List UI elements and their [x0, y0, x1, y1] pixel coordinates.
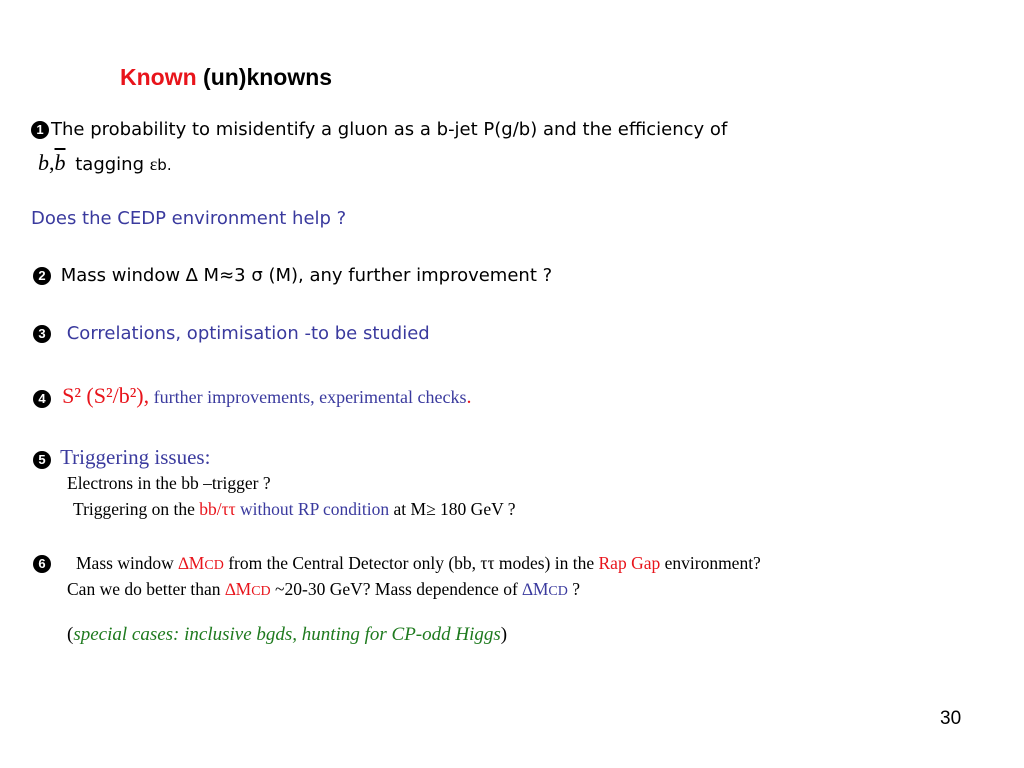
item-6-l2-cd2: CD	[548, 584, 568, 599]
item-4-rest: further improvements, experimental checks	[149, 387, 467, 407]
epsilon-symbol: ε	[149, 154, 158, 174]
bullet-4-icon: 4	[33, 390, 51, 408]
item-6-l1-a: Mass window	[76, 553, 179, 573]
item-6-l2-dm: ∆M	[224, 579, 252, 599]
item-3	[33, 323, 430, 344]
item-6-l2-b: ~20-30 GeV? Mass dependence of	[270, 579, 523, 599]
item-6-l1-c: environment?	[660, 553, 761, 573]
b-bar-symbol: $\overline{b}$	[54, 150, 66, 175]
item-1-line2	[38, 150, 172, 176]
item-6-line2	[67, 579, 580, 600]
bullet-1-icon: 1	[31, 121, 49, 139]
item-5-title: Triggering issues:	[60, 445, 211, 469]
bullet-6-icon: 6	[33, 555, 51, 573]
item-6-l1-cd: CD	[204, 558, 224, 573]
special-cases	[67, 624, 507, 646]
item-1	[31, 119, 727, 140]
item-1-line1: The probability to misidentify a gluon as a b-jet P(g/b) and the efficiency of	[51, 119, 728, 140]
item-5-line2-a: Triggering on the	[73, 499, 200, 519]
item-4	[33, 383, 472, 409]
item-5	[33, 445, 210, 470]
bullet-3-icon: 3	[33, 325, 51, 343]
item-6-l2-c: ?	[567, 579, 581, 599]
item-5-line2	[73, 499, 516, 520]
item-4-s: S² (S²/b²),	[62, 383, 150, 408]
slide-title	[120, 64, 332, 91]
cedp-question: Does the CEDP environment help ?	[31, 208, 347, 229]
item-5-line2-blue: without RP condition	[235, 499, 390, 519]
item-6-line1	[76, 553, 761, 574]
item-5-line2-red: bb/ττ	[199, 499, 236, 519]
item-2	[33, 265, 552, 286]
item-6-l1-dm: ∆M	[178, 553, 205, 573]
title-known: Known	[120, 64, 197, 90]
bullet-2-icon: 2	[33, 267, 51, 285]
bullet-5-icon: 5	[33, 451, 51, 469]
special-open: (	[67, 624, 74, 645]
page-number: 30	[940, 708, 962, 729]
item-5-line2-b: at M≥ 180 GeV ?	[389, 499, 516, 519]
title-rest: (un)knowns	[203, 64, 333, 90]
item-6-l2-a: Can we do better than	[67, 579, 225, 599]
epsilon-sub: b.	[157, 156, 172, 174]
item-2-text: Mass window ∆ M≈3 σ (M), any further improvement ?	[60, 265, 553, 286]
item-6-l1-b: from the Central Detector only (bb, ττ modes) in the	[223, 553, 599, 573]
item-4-dot: .	[466, 386, 472, 408]
item-5-line1: Electrons in the bb –trigger ?	[67, 473, 271, 493]
tagging-text: tagging	[75, 154, 150, 175]
item-6-l2-dm2: ∆M	[522, 579, 549, 599]
b-symbol: b	[38, 150, 49, 175]
item-3-text: Correlations, optimisation -to be studied	[66, 323, 430, 344]
special-close: )	[500, 624, 508, 645]
item-6-l2-cd: CD	[251, 584, 271, 599]
special-text: special cases: inclusive bgds, hunting for CP-odd Higgs	[73, 624, 501, 645]
rap-gap-text: Rap Gap	[598, 553, 661, 573]
comma: ,	[49, 150, 55, 175]
item-6	[33, 553, 51, 573]
